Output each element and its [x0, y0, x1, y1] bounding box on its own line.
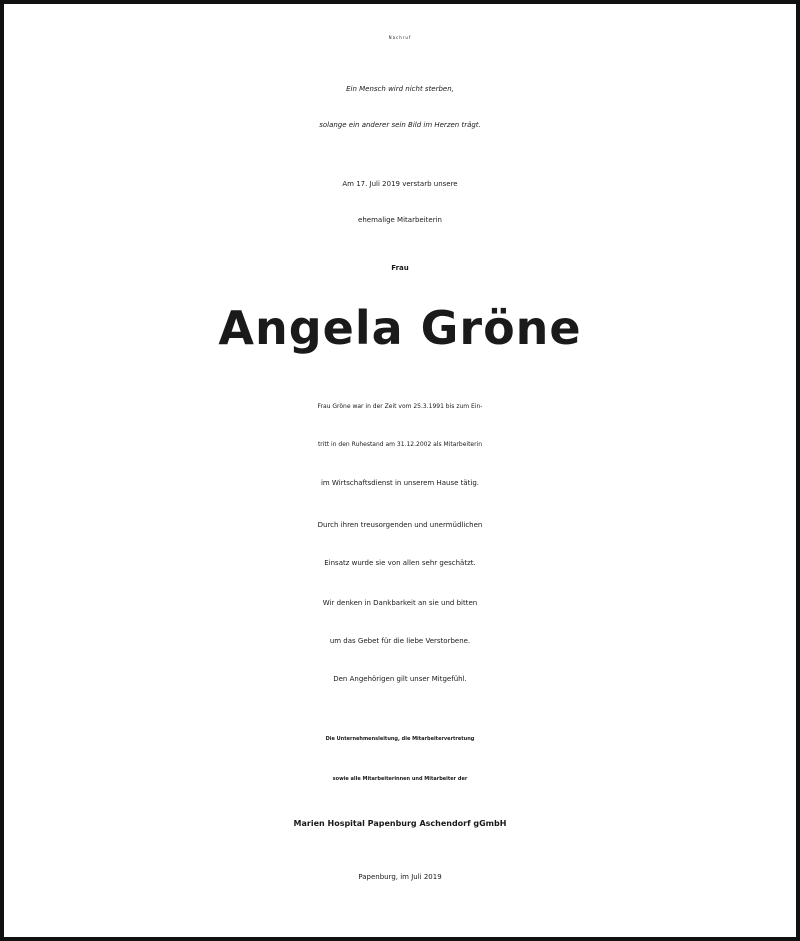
deceased-name: Angela Gröne: [218, 301, 582, 355]
organization-name: Marien Hospital Papenburg Aschendorf gGmbH: [293, 819, 507, 828]
body-line: Den Angehörigen gilt unser Mitgefühl.: [333, 675, 467, 683]
body-line: Durch ihren treusorgenden und unermüdlichen: [317, 521, 483, 529]
signature-line: Die Unternehmensleitung, die Mitarbeitervertretung: [325, 736, 475, 742]
body-line: im Wirtschaftsdienst in unserem Hause tätig.: [320, 479, 480, 487]
signature-line: sowie alle Mitarbeiterinnen und Mitarbeiter der: [332, 776, 468, 782]
salutation: Frau: [391, 264, 409, 272]
quote-line: solange ein anderer sein Bild im Herzen trägt.: [319, 121, 481, 129]
body-line: Wir denken in Dankbarkeit an sie und bitten: [322, 599, 478, 607]
body-line: tritt in den Ruhestand am 31.12.2002 als Mitarbeiterin: [317, 441, 483, 448]
body-line: Frau Gröne war in der Zeit vom 25.3.1991 bis zum Ein-: [317, 403, 483, 410]
intro-line: Am 17. Juli 2019 verstarb unsere: [342, 180, 458, 188]
notice-heading: Nachruf: [388, 35, 412, 40]
place-date: Papenburg, im Juli 2019: [358, 873, 442, 881]
body-line: um das Gebet für die liebe Verstorbene.: [329, 637, 471, 645]
intro-line: ehemalige Mitarbeiterin: [358, 216, 442, 224]
quote-line: Ein Mensch wird nicht sterben,: [346, 85, 454, 93]
body-line: Einsatz wurde sie von allen sehr geschätzt.: [324, 559, 476, 567]
